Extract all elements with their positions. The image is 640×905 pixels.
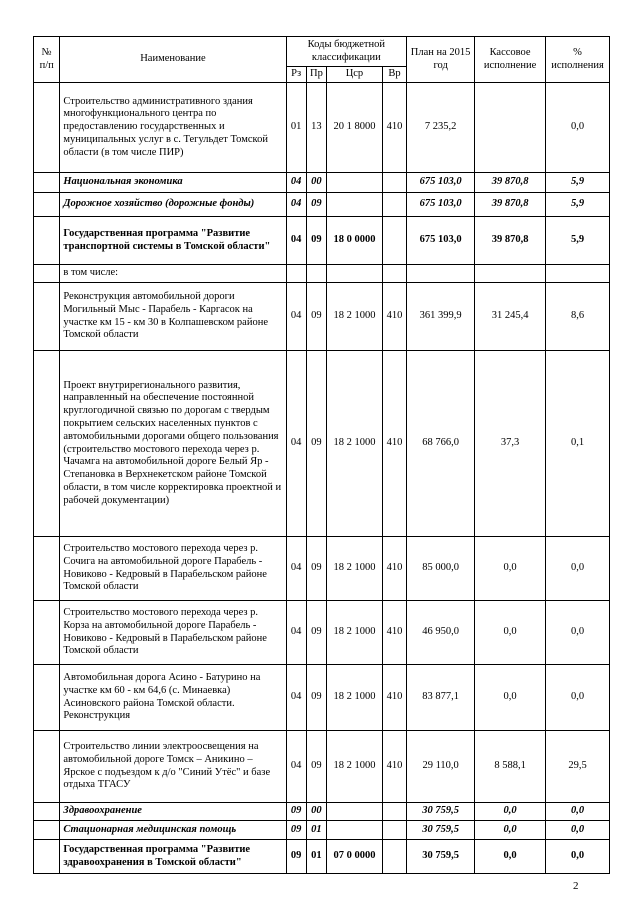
row-rz: 04 <box>286 217 306 265</box>
row-pct: 0,0 <box>546 803 610 821</box>
row-rz: 09 <box>286 821 306 840</box>
row-plan: 30 759,5 <box>407 840 475 874</box>
row-pct: 5,9 <box>546 193 610 217</box>
row-num-cell <box>34 173 60 193</box>
row-name: Автомобильная дорога Асино - Батурино на участке км 60 - км 64,6 (с. Минаевка) Асиновского района Томской области. Реконструкция <box>60 665 286 731</box>
row-name: Национальная экономика <box>60 173 286 193</box>
row-plan: 675 103,0 <box>407 217 475 265</box>
row-rz: 01 <box>286 83 306 173</box>
row-exec: 0,0 <box>475 803 546 821</box>
row-name: Здравоохранение <box>60 803 286 821</box>
row-rz: 04 <box>286 601 306 665</box>
row-pct <box>546 265 610 283</box>
row-vr: 410 <box>382 537 406 601</box>
row-name: Дорожное хозяйство (дорожные фонды) <box>60 193 286 217</box>
header-csr: Цср <box>327 67 383 83</box>
row-exec: 39 870,8 <box>475 173 546 193</box>
row-rz: 09 <box>286 803 306 821</box>
row-vr <box>382 265 406 283</box>
row-rz: 04 <box>286 537 306 601</box>
row-num-cell <box>34 840 60 874</box>
row-vr: 410 <box>382 83 406 173</box>
row-pr: 00 <box>306 803 326 821</box>
table-row <box>34 665 610 731</box>
table-row <box>34 731 610 803</box>
header-name: Наименование <box>60 37 286 83</box>
header-row-1 <box>34 37 610 67</box>
row-pr: 09 <box>306 731 326 803</box>
row-vr <box>382 803 406 821</box>
header-exec: Кассовое исполнение <box>475 37 546 83</box>
row-csr: 07 0 0000 <box>327 840 383 874</box>
row-exec: 8 588,1 <box>475 731 546 803</box>
row-vr <box>382 840 406 874</box>
row-pr <box>306 265 326 283</box>
row-csr: 18 2 1000 <box>327 537 383 601</box>
row-pct: 5,9 <box>546 217 610 265</box>
row-rz: 04 <box>286 283 306 351</box>
row-rz <box>286 265 306 283</box>
table-row <box>34 193 610 217</box>
row-pct: 8,6 <box>546 283 610 351</box>
row-num-cell <box>34 351 60 537</box>
row-pct: 0,0 <box>546 821 610 840</box>
row-pr: 01 <box>306 840 326 874</box>
row-name: Строительство линии электроосвещения на автомобильной дороге Томск – Аникино – Ярское с подъездом к д/о "Синий Утёс" и базе отдыха ТГАСУ <box>60 731 286 803</box>
row-num-cell <box>34 601 60 665</box>
row-exec: 0,0 <box>475 537 546 601</box>
row-name: Строительство мостового перехода через р. Сочига на автомобильной дороге Парабель - Новиково - Кедровый в Парабельском районе Томской области <box>60 537 286 601</box>
row-rz: 04 <box>286 173 306 193</box>
row-num-cell <box>34 217 60 265</box>
row-exec: 37,3 <box>475 351 546 537</box>
row-exec: 39 870,8 <box>475 193 546 217</box>
row-name: в том числе: <box>60 265 286 283</box>
row-exec <box>475 265 546 283</box>
table-row <box>34 283 610 351</box>
row-vr <box>382 173 406 193</box>
row-csr: 18 2 1000 <box>327 351 383 537</box>
row-csr: 18 2 1000 <box>327 731 383 803</box>
row-pr: 09 <box>306 283 326 351</box>
row-exec: 0,0 <box>475 821 546 840</box>
table-row <box>34 840 610 874</box>
row-rz: 04 <box>286 351 306 537</box>
row-pct: 5,9 <box>546 173 610 193</box>
row-vr <box>382 217 406 265</box>
row-vr: 410 <box>382 351 406 537</box>
row-plan: 675 103,0 <box>407 193 475 217</box>
table-row <box>34 537 610 601</box>
row-num-cell <box>34 665 60 731</box>
row-name: Государственная программа "Развитие здравоохранения в Томской области" <box>60 840 286 874</box>
row-exec: 0,0 <box>475 601 546 665</box>
row-pct: 0,0 <box>546 665 610 731</box>
row-plan: 361 399,9 <box>407 283 475 351</box>
row-csr <box>327 193 383 217</box>
row-csr <box>327 803 383 821</box>
row-name: Строительство административного здания многофункционального центра по предоставлению государственных и муниципальных услуг в с. Тегульдет Томской области (в том числе ПИР) <box>60 83 286 173</box>
row-csr: 18 2 1000 <box>327 283 383 351</box>
row-pr: 09 <box>306 665 326 731</box>
page-number: 2 <box>573 880 579 892</box>
row-vr <box>382 193 406 217</box>
row-num-cell <box>34 821 60 840</box>
table-row <box>34 265 610 283</box>
row-plan: 29 110,0 <box>407 731 475 803</box>
header-rz: Рз <box>286 67 306 83</box>
row-rz: 04 <box>286 665 306 731</box>
row-name: Государственная программа "Развитие транспортной системы в Томской области" <box>60 217 286 265</box>
header-pr: Пр <box>306 67 326 83</box>
row-plan: 85 000,0 <box>407 537 475 601</box>
row-csr: 20 1 8000 <box>327 83 383 173</box>
table-row <box>34 83 610 173</box>
row-plan: 7 235,2 <box>407 83 475 173</box>
row-csr: 18 2 1000 <box>327 665 383 731</box>
row-plan: 83 877,1 <box>407 665 475 731</box>
row-plan: 46 950,0 <box>407 601 475 665</box>
row-num-cell <box>34 265 60 283</box>
row-csr <box>327 821 383 840</box>
row-pr: 01 <box>306 821 326 840</box>
row-name: Реконструкция автомобильной дороги Могильный Мыс - Парабель - Каргасок на участке км 15 - км 30 в Колпашевском районе Томской области <box>60 283 286 351</box>
row-plan: 68 766,0 <box>407 351 475 537</box>
row-rz: 04 <box>286 193 306 217</box>
row-rz: 04 <box>286 731 306 803</box>
row-rz: 09 <box>286 840 306 874</box>
header-codes-group: Коды бюджетной классификации <box>286 37 407 67</box>
row-pr: 09 <box>306 193 326 217</box>
budget-execution-table <box>33 36 610 874</box>
table-row <box>34 351 610 537</box>
row-pr: 09 <box>306 217 326 265</box>
row-pct: 0,0 <box>546 840 610 874</box>
table-row <box>34 173 610 193</box>
header-pct: % исполнения <box>546 37 610 83</box>
row-pr: 09 <box>306 351 326 537</box>
row-pr: 00 <box>306 173 326 193</box>
row-num-cell <box>34 803 60 821</box>
row-exec: 0,0 <box>475 665 546 731</box>
row-plan <box>407 265 475 283</box>
row-exec: 31 245,4 <box>475 283 546 351</box>
row-pr: 09 <box>306 601 326 665</box>
row-exec: 0,0 <box>475 840 546 874</box>
header-num: № п/п <box>34 37 60 83</box>
table-row <box>34 803 610 821</box>
row-num-cell <box>34 731 60 803</box>
row-plan: 30 759,5 <box>407 803 475 821</box>
header-plan: План на 2015 год <box>407 37 475 83</box>
row-pct: 0,0 <box>546 601 610 665</box>
row-csr <box>327 173 383 193</box>
row-exec: 39 870,8 <box>475 217 546 265</box>
row-num-cell <box>34 283 60 351</box>
row-num-cell <box>34 537 60 601</box>
row-name: Стационарная медицинская помощь <box>60 821 286 840</box>
row-pct: 0,0 <box>546 537 610 601</box>
row-exec <box>475 83 546 173</box>
row-csr <box>327 265 383 283</box>
row-vr: 410 <box>382 601 406 665</box>
row-vr: 410 <box>382 283 406 351</box>
row-pct: 0,0 <box>546 83 610 173</box>
row-pr: 13 <box>306 83 326 173</box>
header-vr: Вр <box>382 67 406 83</box>
row-plan: 675 103,0 <box>407 173 475 193</box>
table-row <box>34 601 610 665</box>
row-pct: 0,1 <box>546 351 610 537</box>
row-num-cell <box>34 193 60 217</box>
table-row <box>34 821 610 840</box>
row-name: Проект внутрирегионального развития, направленный на обеспечение постоянной круглогодичной связью по дорогам с твердым покрытием сельских населенных пунктов с автомобильными дорогами общего пользования (строительство мостового перехода через р. Чачамга на автомобильной дороге Белый Яр - Степановка в Верхнекетском районе Томской области, в том числе корректировка проектной и рабочей документации) <box>60 351 286 537</box>
row-csr: 18 0 0000 <box>327 217 383 265</box>
row-pct: 29,5 <box>546 731 610 803</box>
row-pr: 09 <box>306 537 326 601</box>
row-num-cell <box>34 83 60 173</box>
row-vr <box>382 821 406 840</box>
row-vr: 410 <box>382 665 406 731</box>
row-vr: 410 <box>382 731 406 803</box>
table-row <box>34 217 610 265</box>
row-csr: 18 2 1000 <box>327 601 383 665</box>
row-plan: 30 759,5 <box>407 821 475 840</box>
row-name: Строительство мостового перехода через р. Корза на автомобильной дороге Парабель - Новиково - Кедровый в Парабельском районе Томской области <box>60 601 286 665</box>
